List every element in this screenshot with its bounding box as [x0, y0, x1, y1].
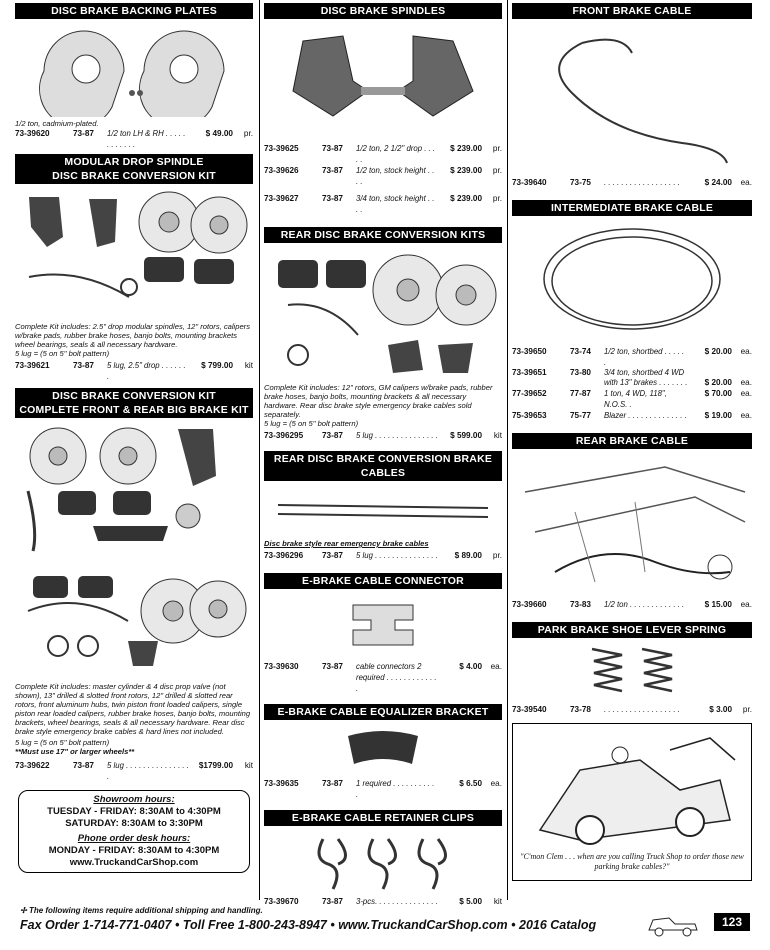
modular-kit-note: 5 lug = (5 on 5" bolt pattern): [15, 349, 110, 358]
front-cable-image: [512, 19, 752, 177]
modular-kit-header: MODULAR DROP SPINDLE DISC BRAKE CONVERSION KIT: [15, 154, 253, 184]
table-row: 73-39660 73-83 1/2 ton . . . . . . . . . . . . . $ 15.00 ea.: [512, 600, 752, 609]
big-brake-kit-image: [15, 418, 253, 682]
table-row: 73-39625 73-87 1/2 ton, 2 1/2" drop . . . . . $ 239.00 pr.: [264, 144, 502, 164]
column-divider: [259, 0, 260, 900]
table-row: 73-39640 73-75 . . . . . . . . . . . . . . . . . . $ 24.00 ea.: [512, 178, 752, 187]
backing-plates-desc: 1/2 ton, cadmium-plated.: [15, 119, 99, 128]
page-number: 123: [714, 913, 750, 931]
footer-contact-line: Fax Order 1-714-771-0407 • Toll Free 1-800-243-8947 • www.TruckandCarShop.com • 2016 Catalog: [20, 918, 597, 932]
spindles-header: DISC BRAKE SPINDLES: [264, 3, 502, 19]
table-row: 75-39653 75-77 Blazer . . . . . . . . . . . . . . $ 19.00 ea.: [512, 411, 752, 420]
connector-header: E-BRAKE CABLE CONNECTOR: [264, 573, 502, 589]
spring-header: PARK BRAKE SHOE LEVER SPRING: [512, 622, 752, 638]
spindles-image: [264, 19, 502, 143]
modular-kit-desc: Complete Kit includes: 2.5" drop modular spindles, 12" rotors, calipers w/brake pads, rubber brake hoses, banjo bolts, mounting brackets wheel bearings, seals & all necessary hardware.: [15, 322, 251, 349]
truck-logo-icon: [645, 912, 701, 943]
website-link[interactable]: www.TruckandCarShop.com: [69, 857, 199, 868]
table-row: 77-39652 77-87 1 ton, 4 WD, 118", N.O.S. . $ 70.00 ea.: [512, 389, 752, 409]
front-cable-header: FRONT BRAKE CABLE: [512, 3, 752, 19]
table-row: 73-396296 73-87 5 lug . . . . . . . . . . . . . . . $ 89.00 pr.: [264, 551, 502, 560]
big-brake-kit-desc: Complete Kit includes: master cylinder & 4 disc prop valve (not shown), 13" drilled & slotted front rotors, 12" drilled & slotted rear rotors, front aluminum hubs, twin piston front loaded calipers, single piston rear loaded calipers, rubber brake hoses, banjo bolts, mounting brackets, wheel bearings, seals & all necessary hardware. Rear disc brake style emergency brake cables & hard lines not included.: [15, 682, 251, 736]
table-row: 73-39670 73-87 3-pcs. . . . . . . . . . . . . . . $ 5.00 kit: [264, 897, 502, 906]
table-row: 73-39626 73-87 1/2 ton, stock height . . . . $ 239.00 pr.: [264, 166, 502, 186]
table-row: 73-39540 73-78 . . . . . . . . . . . . . . . . . . $ 3.00 pr.: [512, 705, 752, 714]
equalizer-header: E-BRAKE CABLE EQUALIZER BRACKET: [264, 704, 502, 720]
spring-image: [512, 638, 752, 704]
big-brake-kit-header: DISC BRAKE CONVERSION KIT COMPLETE FRONT & REAR BIG BRAKE KIT: [15, 388, 253, 418]
shipping-note: ✢ The following items require additional shipping and handling.: [20, 906, 263, 915]
column-3: [512, 0, 752, 881]
big-brake-kit-note: 5 lug = (5 on 5" bolt pattern): [15, 738, 110, 747]
table-row: 73-39620 73-87 1/2 ton LH & RH . . . . . . . . . . . . $ 49.00 pr.: [15, 129, 253, 149]
table-row: 73-39650 73-74 1/2 ton, shortbed . . . . . . $ 20.00 ea.: [512, 347, 752, 367]
table-row: 73-39627 73-87 3/4 ton, stock height . . . . $ 239.00 pr.: [264, 194, 502, 214]
big-brake-kit-note2: **Must use 17" or larger wheels**: [15, 747, 135, 756]
table-row: 73-39630 73-87 cable connectors 2 required . . . . . . . . . . . . . $ 4.00 ea.: [264, 662, 502, 693]
showroom-hours-box: Showroom hours: TUESDAY - FRIDAY: 8:30AM to 4:30PM SATURDAY: 8:30AM to 3:30PM Phone order desk hours: MONDAY - FRIDAY: 8:30AM to 4:30PM www.TruckandCarShop.com: [18, 790, 250, 873]
rear-cable-header: REAR BRAKE CABLE: [512, 433, 752, 449]
spindles-table: [264, 143, 502, 215]
cross-icon: ✢: [20, 906, 29, 915]
rear-cables-desc: Disc brake style rear emergency brake cables: [264, 539, 429, 548]
rear-kits-image: [264, 243, 502, 383]
table-row: 73-39622 73-87 5 lug . . . . . . . . . . . . . . . . $1799.00 kit: [15, 761, 253, 781]
intermediate-cable-table: [512, 346, 752, 421]
rear-kits-note: 5 lug = (5 on 5" bolt pattern): [264, 419, 359, 428]
cartoon-box: [512, 723, 752, 881]
column-2: [264, 0, 502, 907]
intermediate-cable-header: INTERMEDIATE BRAKE CABLE: [512, 200, 752, 216]
intermediate-cable-image: [512, 216, 752, 346]
table-row: 73-39621 73-87 5 lug, 2.5" drop . . . . . . . $ 799.00 kit: [15, 361, 253, 381]
table-row: 73-39651 73-80 3/4 ton, shortbed 4 WD with 13" brakes . . . . . . . $ 20.00 ea.: [512, 368, 752, 387]
table-row: 73-39635 73-87 1 required . . . . . . . . . . . $ 6.50 ea.: [264, 779, 502, 799]
backing-plates-image: [15, 19, 253, 119]
rear-cables-header: REAR DISC BRAKE CONVERSION BRAKE CABLES: [264, 451, 502, 481]
rear-cable-image: [512, 449, 752, 599]
cartoon-caption: "C'mon Clem . . . when are you calling Truck Shop to order those new parking brake cables?": [520, 852, 744, 871]
rear-cables-image: [264, 481, 502, 539]
rear-kits-desc: Complete Kit includes: 12" rotors, GM calipers w/brake pads, rubber brake hoses, banjo bolts, mounting brackets & all necessary hardware. Rear disc brake style emergency brake cables sold separately.: [264, 383, 493, 419]
equalizer-image: [264, 720, 502, 778]
rear-kits-header: REAR DISC BRAKE CONVERSION KITS: [264, 227, 502, 243]
clips-header: E-BRAKE CABLE RETAINER CLIPS: [264, 810, 502, 826]
modular-kit-image: [15, 184, 253, 322]
column-divider: [507, 0, 508, 900]
column-1: [15, 0, 253, 873]
backing-plates-header: DISC BRAKE BACKING PLATES: [15, 3, 253, 19]
clips-image: [264, 826, 502, 896]
table-row: 73-396295 73-87 5 lug . . . . . . . . . . . . . . . $ 599.00 kit: [264, 431, 502, 440]
connector-image: [264, 589, 502, 661]
cartoon-image: [517, 728, 747, 852]
